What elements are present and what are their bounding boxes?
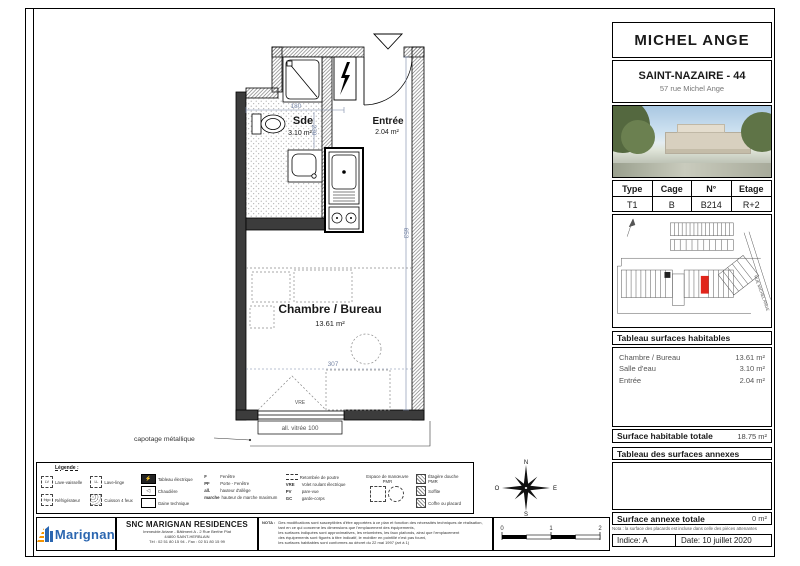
legend-gaine: Gaine technique bbox=[141, 498, 199, 508]
legend-cuisson: Cuisson 4 feux bbox=[90, 492, 135, 508]
hatch1-icon bbox=[416, 474, 426, 484]
date-cell: Date: 10 juillet 2020 bbox=[681, 536, 752, 545]
scale-bar bbox=[494, 518, 609, 550]
floor-plan bbox=[95, 20, 455, 455]
beam-icon bbox=[286, 474, 298, 480]
surface-total-value: 18.75 m² bbox=[737, 431, 767, 441]
ll-icon: LL bbox=[90, 476, 102, 488]
city-label: SAINT-NAZAIRE - 44 bbox=[638, 70, 746, 82]
site-plan bbox=[612, 214, 772, 328]
surfaces-list bbox=[612, 347, 772, 427]
nota-text: Des modifications sont susceptibles d'être apportées à ce plan et fonction des nécessités techniques de réalisation, tant en ce qui concerne les dimensions que l'emplacement des équipements, les surfaces indiquées sont approximatives, les retombées, les faux plafonds, ainsi que l'emplacement des équipements sont figurés à titre indicatif, le mobilier en pointillé n'est pas fourni, les surfaces habitables sont conformes au décret du 22 mai 1997 (art à 1) bbox=[278, 520, 483, 545]
dim-bottom: 307 bbox=[327, 361, 339, 368]
unit-col-num: N° bbox=[692, 181, 732, 197]
compass-w: O bbox=[494, 486, 500, 492]
dim-top: 180 bbox=[290, 103, 302, 110]
legend-hatch-1: Étagère douche PMR bbox=[416, 474, 469, 484]
brand-box bbox=[36, 517, 116, 551]
compass-n: N bbox=[523, 460, 529, 466]
legend-refrigerateur: frigo Réfrigérateur bbox=[41, 492, 86, 508]
surfaces-title-bar: Tableau surfaces habitables bbox=[612, 331, 772, 345]
room-entree-area: 2.04 m² bbox=[375, 129, 399, 136]
unit-highlight bbox=[701, 276, 709, 294]
indice-cell: Indice: A bbox=[613, 535, 676, 546]
room-sde-name: Sde bbox=[292, 115, 314, 127]
nota-box bbox=[258, 517, 493, 551]
entrance-door bbox=[364, 34, 412, 105]
unit-floor: R+2 bbox=[742, 199, 760, 210]
legend-lave-vaisselle: LV Lave-vaisselle bbox=[41, 474, 86, 490]
marignan-logo-icon bbox=[37, 526, 51, 542]
annex-list-empty bbox=[612, 462, 772, 510]
legend-gc: GC garde-corps bbox=[285, 496, 325, 501]
svg-text:capotage métallique: capotage métallique bbox=[134, 436, 195, 443]
fridge-icon: frigo bbox=[41, 494, 53, 506]
compass-star-icon bbox=[502, 465, 550, 511]
annex-total-bar: Surface annexe totale 0 m² bbox=[612, 512, 772, 525]
legend-tableau-electrique: ⚡ Tableau électrique bbox=[141, 474, 199, 484]
street-label: 57 rue Michel Ange bbox=[659, 84, 725, 93]
legend-hatch-2: Soffite bbox=[416, 486, 469, 496]
window-swing bbox=[258, 376, 326, 410]
scale-box bbox=[493, 517, 610, 551]
svg-text:0: 0 bbox=[500, 526, 504, 532]
legend-porte-fenetre: PF Porte - Fenêtre bbox=[204, 481, 250, 486]
indice-date-bar bbox=[612, 534, 772, 547]
legend-allege: all. hauteur d'allège bbox=[204, 488, 251, 493]
surface-row: Entrée 2.04 m² bbox=[619, 375, 765, 385]
svg-text:2: 2 bbox=[598, 526, 602, 532]
company-address-3: Tél : 02 51 80 15 94 - Fax : 02 51 80 15 99 bbox=[149, 539, 225, 544]
building-render-top bbox=[677, 124, 725, 133]
duct-icon bbox=[141, 498, 156, 508]
shutter-label: VRE bbox=[294, 400, 306, 406]
unit-col-etage: Etage bbox=[732, 181, 772, 197]
unit-col-type: Type bbox=[613, 181, 653, 197]
legend-title: Légende : bbox=[55, 465, 79, 471]
pmr-square-icon bbox=[370, 486, 386, 502]
hatch3-icon bbox=[416, 498, 426, 508]
washbasin bbox=[288, 150, 322, 182]
electrical-panel bbox=[334, 57, 356, 100]
location-box bbox=[612, 60, 772, 103]
window-sill-label bbox=[258, 421, 342, 434]
compass-e: E bbox=[552, 486, 558, 492]
unit-table bbox=[612, 180, 772, 212]
sheet-margin-line bbox=[33, 8, 34, 557]
shower bbox=[283, 57, 322, 102]
furniture-dashed bbox=[246, 268, 412, 410]
legend-marche: marche hauteur de marche maximum bbox=[204, 495, 278, 500]
legend-lave-linge: LL Lave-linge bbox=[90, 474, 135, 490]
company-address-1: Immeuble Ariane - Bâtiment A - 2 Rue Berthe Plat bbox=[143, 529, 231, 534]
legend-pv: PV pare-vue bbox=[285, 489, 319, 494]
legend-retombee: Retombée de poutre bbox=[286, 474, 359, 480]
legend-fenetre: F Fenêtre bbox=[204, 474, 235, 479]
boiler-icon: ◁ bbox=[141, 486, 156, 496]
dimensions bbox=[246, 57, 412, 410]
lv-icon: LV bbox=[41, 476, 53, 488]
project-title-box bbox=[612, 22, 772, 58]
unit-col-cage: Cage bbox=[653, 181, 693, 197]
company-box bbox=[116, 517, 258, 551]
kitchen-unit bbox=[325, 148, 363, 232]
svg-text:all. vitrée 100: all. vitrée 100 bbox=[281, 425, 319, 432]
legend-hatch-3: Coffre ou placard bbox=[416, 498, 469, 508]
dim-right: 653 bbox=[402, 227, 409, 239]
project-title: MICHEL ANGE bbox=[634, 31, 750, 49]
dim-shower: 230 bbox=[310, 124, 317, 136]
electrical-panel-icon: ⚡ bbox=[141, 474, 156, 484]
company-name: SNC MARIGNAN RESIDENCES bbox=[126, 520, 248, 529]
legend-box bbox=[36, 462, 474, 514]
legend-chaudiere: ◁ Chaudière bbox=[141, 486, 199, 496]
annex-nota: Nota : la surface des placards est incluse dans celle des pièces attenantes bbox=[612, 526, 757, 531]
surface-row: Chambre / Bureau 13.61 m² bbox=[619, 353, 765, 362]
unit-cage: B bbox=[653, 197, 693, 212]
company-address-2: 44800 SAINT-HERBLAIN bbox=[164, 534, 210, 539]
annex-total-value: 0 m² bbox=[752, 514, 767, 523]
room-chambre-area: 13.61 m² bbox=[315, 319, 345, 328]
svg-text:1: 1 bbox=[549, 526, 553, 532]
site-street-label: RUE MICHEL ANGE bbox=[752, 274, 771, 312]
hatch2-icon bbox=[416, 486, 426, 496]
annex-title-bar: Tableau des surfaces annexes bbox=[612, 447, 772, 460]
foreground-path bbox=[613, 163, 772, 177]
legend-pmr: Espace de manœuvre PMR bbox=[364, 474, 411, 508]
compass-s: S bbox=[523, 512, 529, 516]
cooktop-icon bbox=[90, 494, 102, 506]
building-render bbox=[665, 132, 751, 154]
building-photo bbox=[612, 105, 772, 178]
room-sde-area: 3.10 m² bbox=[288, 130, 312, 137]
cooktop bbox=[329, 207, 359, 229]
pmr-circle-icon bbox=[388, 486, 404, 502]
door-direction-icon bbox=[374, 34, 402, 49]
window bbox=[258, 411, 344, 419]
legend-vre: VRE Volet roulant électrique bbox=[285, 482, 346, 487]
unit-number: B214 bbox=[692, 197, 732, 212]
surface-total-bar: Surface habitable totale 18.75 m² bbox=[612, 429, 772, 443]
compass-rose bbox=[492, 458, 560, 516]
unit-type: T1 bbox=[613, 197, 653, 212]
room-entree-name: Entrée bbox=[372, 116, 404, 127]
room-chambre-name: Chambre / Bureau bbox=[278, 302, 382, 316]
brand-name: Marignan bbox=[54, 526, 115, 542]
nota-label: NOTA : bbox=[262, 520, 276, 525]
surface-row: Salle d'eau 3.10 m² bbox=[619, 364, 765, 374]
north-arrow-icon bbox=[627, 219, 635, 237]
toilet bbox=[252, 114, 285, 134]
tree-left-2 bbox=[621, 120, 655, 154]
